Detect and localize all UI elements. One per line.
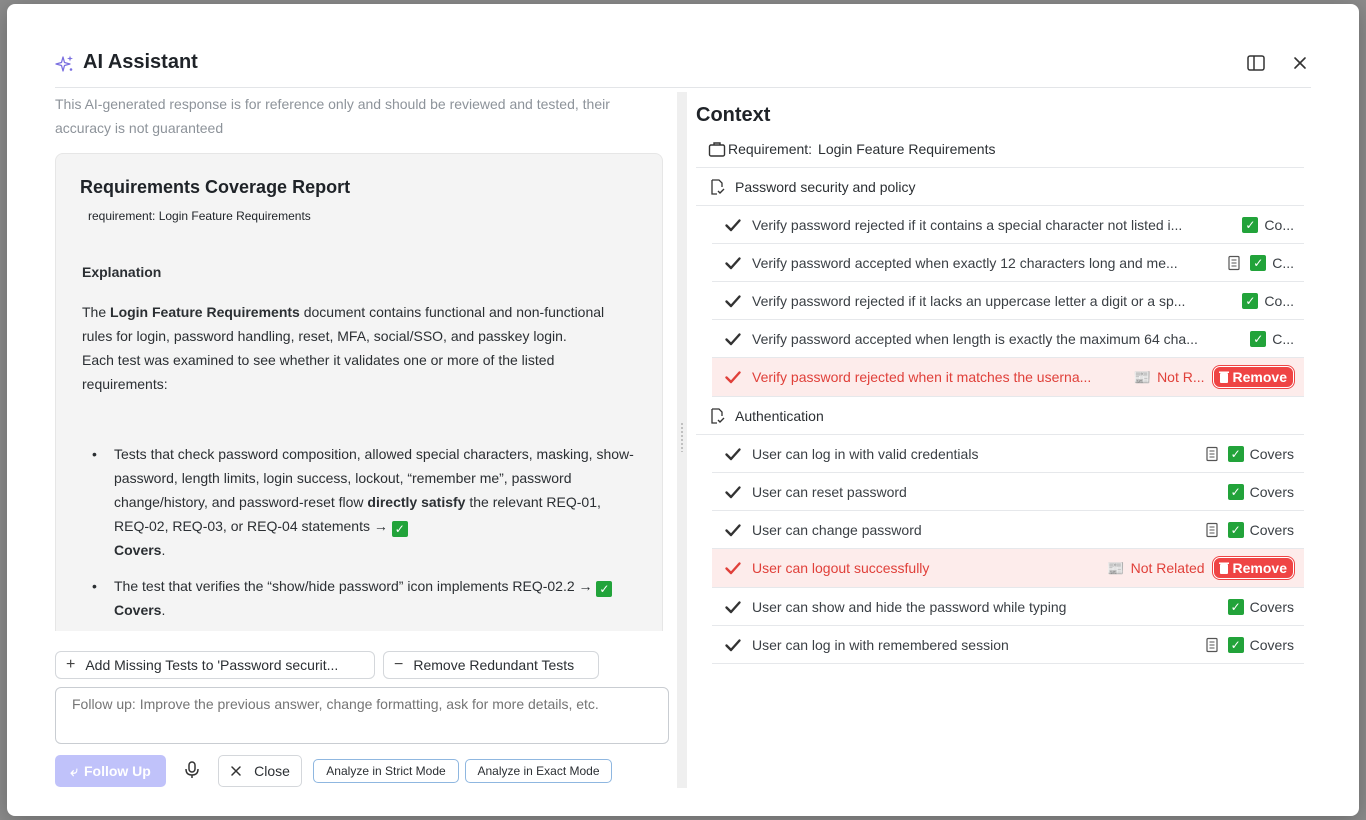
test-row[interactable] (712, 435, 1304, 473)
test-row[interactable] (712, 473, 1304, 511)
test-row[interactable] (712, 626, 1304, 664)
status-label: Covers (1249, 598, 1294, 615)
grip-icon (680, 422, 684, 452)
microphone-icon[interactable] (183, 760, 201, 780)
list-text: the relevant REQ-01, REQ-02, REQ-03, or REQ-04 statements → (114, 494, 601, 534)
remove-label: Remove (1232, 560, 1287, 576)
checkmark-icon (724, 445, 742, 463)
close-icon (1292, 55, 1308, 71)
check-box-icon: ✓ (596, 581, 612, 597)
check-box-icon: ✓ (1228, 637, 1244, 653)
newspaper-icon: 📰 (1133, 368, 1152, 385)
list-item: • The test that verifies the “show/hide password” icon implements REQ-02.2 → ✓ Covers. (114, 574, 634, 622)
analyze-strict-mode-button[interactable]: Analyze in Strict Mode (313, 759, 459, 783)
test-name: User can show and hide the password while typing (752, 598, 1067, 615)
test-name: Verify password rejected if it contains a special character not listed i... (752, 216, 1183, 233)
test-row[interactable] (712, 588, 1304, 626)
status-badge (1228, 522, 1304, 538)
test-name: User can log in with remembered session (752, 636, 1009, 653)
test-row[interactable] (712, 206, 1304, 244)
ai-disclaimer: This AI-generated response is for reference only and should be reviewed and tested, their accuracy is not guaranteed (55, 96, 610, 136)
status-label: C... (1272, 330, 1294, 347)
document-check-icon (708, 407, 726, 425)
list-bold: directly satisfy (367, 494, 466, 510)
status-label: C... (1272, 254, 1294, 271)
test-name: Verify password rejected if it lacks an uppercase letter a digit or a sp... (752, 292, 1186, 309)
group-name: Password security and policy (735, 178, 916, 195)
status-badge (1242, 217, 1304, 233)
follow-up-input[interactable] (55, 687, 669, 744)
check-box-icon: ✓ (1228, 599, 1244, 615)
status-label: Co... (1264, 216, 1294, 233)
report-requirement: requirement: Login Feature Requirements (88, 209, 311, 223)
status-label: Covers (1249, 445, 1294, 462)
checkmark-icon (724, 330, 742, 348)
test-name: User can reset password (752, 483, 907, 500)
report-title: Requirements Coverage Report (80, 177, 351, 197)
checkmark-icon (724, 636, 742, 654)
status-label: Covers (1249, 521, 1294, 538)
context-title: Context (696, 104, 771, 126)
check-box-icon: ✓ (1228, 484, 1244, 500)
status-label: Covers (1249, 483, 1294, 500)
check-box-icon: ✓ (1250, 255, 1266, 271)
status-badge (1250, 255, 1304, 271)
test-name: Verify password rejected when it matches the userna... (752, 369, 1092, 385)
checkmark-icon (724, 254, 742, 272)
covers-label: Covers (114, 602, 162, 618)
remove-test-button[interactable] (1213, 557, 1294, 579)
remove-redundant-label: Remove Redundant Tests (413, 657, 575, 673)
list-text: The test that verifies the “show/hide password” icon implements REQ-02.2 → (114, 578, 597, 594)
close-label: Close (254, 763, 290, 779)
test-group-header[interactable] (696, 397, 1304, 435)
list-item: • Tests that check password composition, allowed special characters, masking, show-password, length limits, login success, lockout, “remember me”, password change/history, and password-reset flow directly satisfy the relevant REQ-01, REQ-02, REQ-03, or REQ-04 statements → ✓ Covers. (114, 442, 634, 562)
response-panel (55, 88, 675, 788)
test-name: User can logout successfully (752, 560, 930, 576)
add-missing-tests-button[interactable] (55, 651, 375, 679)
document-icon[interactable] (1204, 522, 1220, 538)
newspaper-icon: 📰 (1107, 559, 1125, 576)
para-text: document contains functional and non-functional rules for login, password handling, reset, MFA, social/SSO, and passkey login. (82, 304, 605, 344)
status-badge (1157, 369, 1212, 385)
briefcase-icon (708, 140, 726, 158)
plus-icon: + (66, 656, 76, 673)
follow-up-label: Follow Up (83, 763, 151, 779)
check-box-icon: ✓ (1228, 522, 1244, 538)
close-button[interactable] (218, 755, 302, 787)
sidebar-toggle-button[interactable] (1245, 52, 1267, 74)
test-row[interactable] (712, 244, 1304, 282)
checkmark-icon (724, 368, 742, 386)
para-text: The (82, 304, 111, 320)
test-row[interactable] (712, 282, 1304, 320)
test-group-header[interactable] (696, 168, 1304, 206)
test-name: Verify password accepted when exactly 12 characters long and me... (752, 254, 1178, 271)
checkmark-icon (724, 598, 742, 616)
check-box-icon: ✓ (1250, 331, 1266, 347)
requirement-name: Login Feature Requirements (818, 140, 996, 157)
trash-icon (1218, 561, 1230, 575)
document-check-icon (708, 178, 726, 196)
analyze-exact-mode-button[interactable]: Analyze in Exact Mode (465, 759, 612, 783)
test-row[interactable] (712, 549, 1304, 588)
remove-redundant-tests-button[interactable] (383, 651, 599, 679)
context-requirement (696, 130, 1304, 168)
panel-resize-handle[interactable] (677, 92, 687, 788)
group-name: Authentication (735, 407, 824, 424)
test-name: Verify password accepted when length is exactly the maximum 64 cha... (752, 330, 1198, 347)
checkmark-icon (724, 216, 742, 234)
test-name: User can change password (752, 521, 922, 538)
explanation-heading: Explanation (82, 264, 162, 280)
document-name: Login Feature Requirements (110, 304, 300, 320)
status-label: Not Related (1130, 560, 1205, 576)
context-panel (696, 88, 1306, 788)
remove-label: Remove (1232, 369, 1287, 385)
list-text: Tests that check password composition, allowed special characters, masking, show-password, length limits, login success, lockout, “remember me”, password change/history, and password-reset flow (114, 446, 634, 510)
status-badge (1228, 446, 1304, 462)
check-box-icon: ✓ (1228, 446, 1244, 462)
return-arrow-icon: ⤶ (70, 762, 78, 779)
para-text-2: Each test was examined to see whether it validates one or more of the listed requirements: (82, 352, 555, 392)
add-missing-label: Add Missing Tests to 'Password securit... (85, 657, 339, 673)
covers-label: Covers (114, 542, 162, 558)
test-row[interactable] (712, 358, 1304, 397)
checkmark-icon (724, 483, 742, 501)
checkmark-icon (724, 559, 742, 577)
ai-assistant-modal (7, 4, 1359, 816)
sparkle-icon (55, 54, 75, 74)
checkmark-icon (724, 292, 742, 310)
status-badge (1228, 637, 1304, 653)
test-name: User can log in with valid credentials (752, 445, 979, 462)
requirement-label: Requirement: (728, 140, 813, 157)
minus-icon: − (394, 656, 404, 673)
close-icon (230, 765, 242, 777)
test-row[interactable] (712, 320, 1304, 358)
document-icon[interactable] (1226, 255, 1242, 271)
document-icon[interactable] (1204, 446, 1220, 462)
checkmark-icon (724, 521, 742, 539)
check-box-icon: ✓ (392, 521, 408, 537)
status-badge (1250, 331, 1304, 347)
check-box-icon: ✓ (1242, 217, 1258, 233)
remove-test-button[interactable] (1213, 366, 1294, 388)
test-row[interactable] (712, 511, 1304, 549)
trash-icon (1218, 370, 1230, 384)
explanation-paragraph (82, 300, 622, 396)
sidebar-toggle-icon (1246, 53, 1266, 73)
status-badge (1228, 599, 1304, 615)
explanation-list (114, 442, 634, 631)
status-badge (1131, 560, 1213, 576)
check-box-icon: ✓ (1242, 293, 1258, 309)
close-modal-button[interactable] (1289, 52, 1311, 74)
document-icon[interactable] (1204, 637, 1220, 653)
follow-up-button[interactable] (55, 755, 166, 787)
status-label: Covers (1249, 636, 1294, 653)
coverage-report (55, 153, 663, 631)
status-label: Not R... (1157, 369, 1205, 385)
status-label: Co... (1264, 292, 1294, 309)
status-badge (1228, 484, 1304, 500)
modal-title: AI Assistant (83, 51, 198, 73)
modal-header (55, 46, 1311, 88)
status-badge (1242, 293, 1304, 309)
